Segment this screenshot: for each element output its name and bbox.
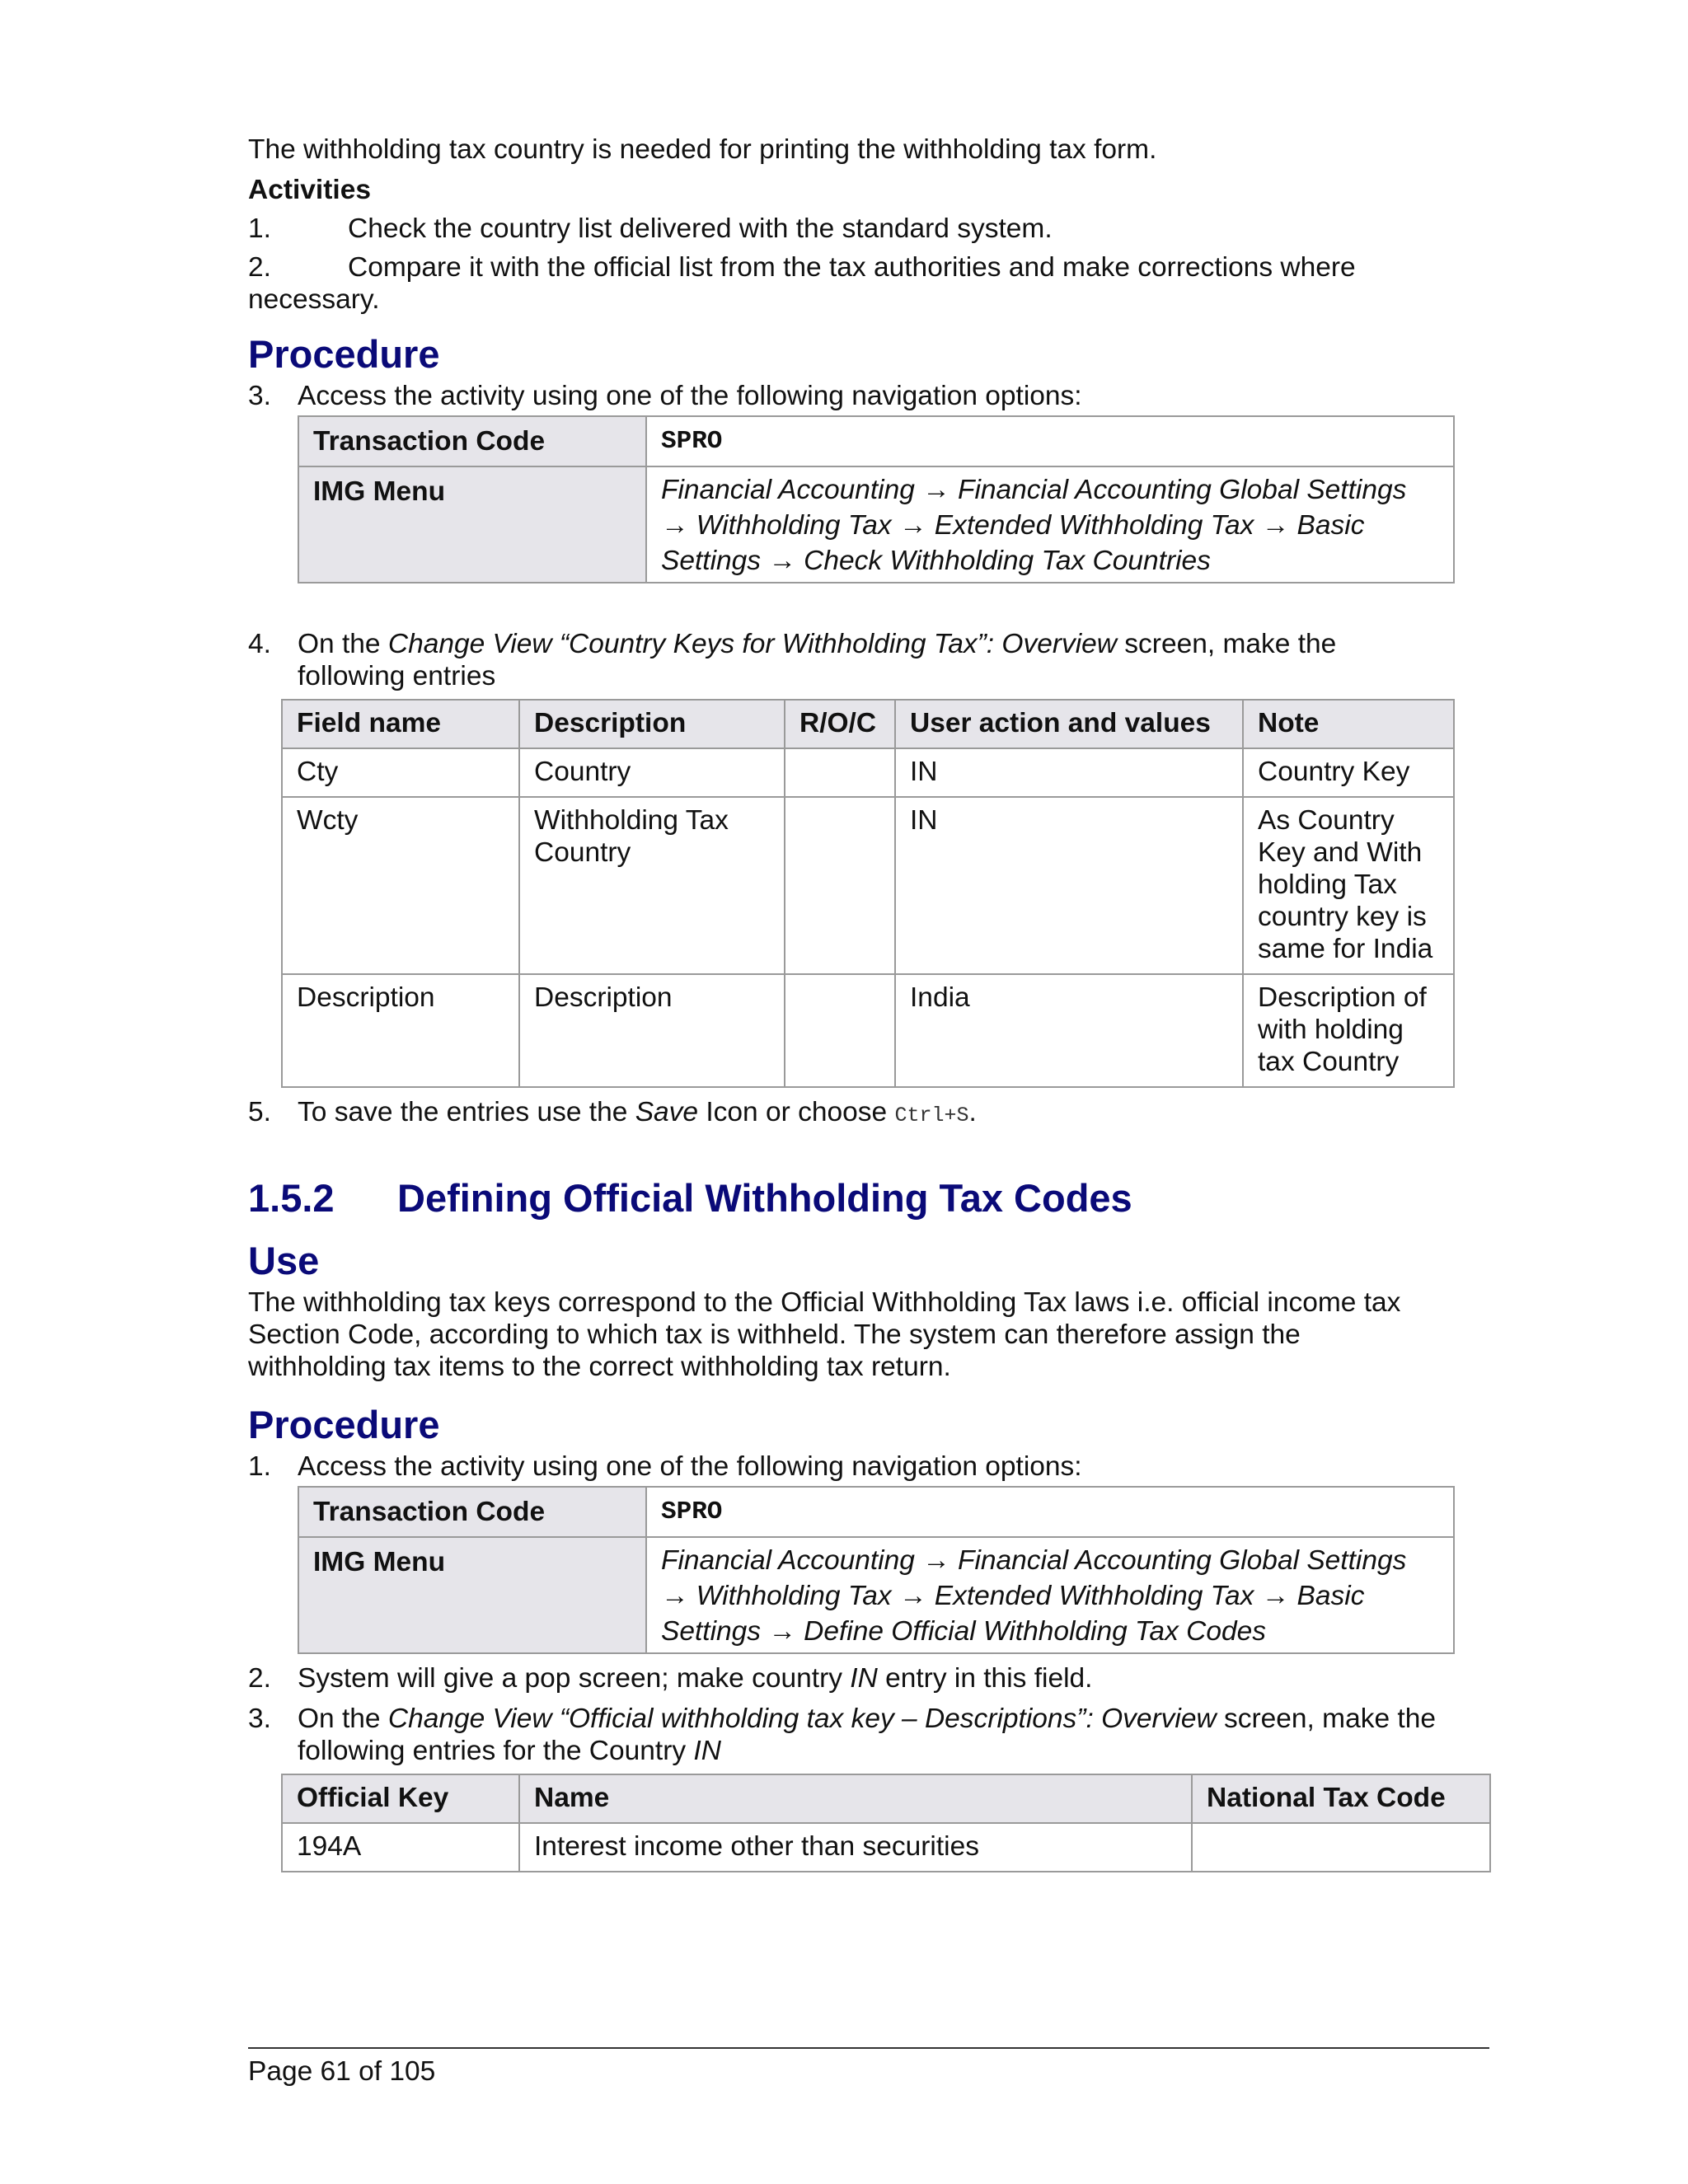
cell-value: IN [895, 797, 1243, 974]
step-text: System will give a pop screen; make country IN entry in this field. [298, 1663, 1093, 1694]
column-header: Field name [282, 700, 519, 748]
cell-value: India [895, 974, 1243, 1087]
table-row [298, 466, 1454, 583]
column-header: National Tax Code [1192, 1774, 1490, 1823]
cell-description: Description [519, 974, 785, 1087]
step-text: On the Change View “Official withholding tax key – Descriptions”: Overview screen, make the following entries for the Country IN [298, 1704, 1436, 1766]
section-number: 1.5.2 [248, 1176, 335, 1220]
entries-table [281, 699, 1455, 1088]
section-title: Defining Official Withholding Tax Codes [397, 1176, 1132, 1220]
cell-note: Country Key [1243, 748, 1454, 797]
use-heading: Use [248, 1239, 320, 1282]
activity-item [248, 251, 1491, 284]
column-header: Description [519, 700, 785, 748]
cell-roc [785, 748, 895, 797]
img-path-line: → Withholding Tax → Extended Withholding Tax → Basic [661, 1581, 1365, 1611]
activity-number: 1. [248, 213, 271, 244]
step-number: 4. [248, 629, 271, 659]
cell-roc [785, 974, 895, 1087]
table-row [298, 1487, 1454, 1537]
procedure-step [248, 1662, 1491, 1694]
img-menu-path [646, 1537, 1454, 1653]
cell-description: Country [519, 748, 785, 797]
step-number: 3. [248, 381, 271, 411]
step-text: Access the activity using one of the following navigation options: [298, 381, 1082, 411]
activities-heading: Activities [248, 175, 371, 205]
table-row [298, 416, 1454, 466]
official-codes-table [281, 1774, 1491, 1872]
img-menu-path [646, 466, 1454, 583]
table-row [282, 974, 1454, 1087]
transaction-code-value: SPRO [646, 416, 1454, 466]
cell-name: Interest income other than securities [519, 1823, 1192, 1872]
procedure-step [248, 1703, 1491, 1767]
procedure-step [248, 1451, 1491, 1483]
procedure-step [248, 1096, 1491, 1132]
procedure-step [248, 628, 1491, 692]
procedure-step [248, 380, 1491, 412]
intro-text: The withholding tax country is needed for printing the withholding tax form. [248, 134, 1157, 165]
img-menu-label: IMG Menu [298, 466, 646, 583]
table-row [298, 1537, 1454, 1653]
activity-text-continuation: necessary. [248, 284, 380, 315]
cell-description: Withholding Tax Country [519, 797, 785, 974]
cell-field-name: Cty [282, 748, 519, 797]
cell-note: Description of with holding tax Country [1243, 974, 1454, 1087]
column-header: User action and values [895, 700, 1243, 748]
navigation-options-table [298, 415, 1455, 583]
column-header: Name [519, 1774, 1192, 1823]
transaction-code-value: SPRO [646, 1487, 1454, 1537]
cell-field-name: Description [282, 974, 519, 1087]
img-path-line: → Withholding Tax → Extended Withholding Tax → Basic [661, 510, 1365, 541]
table-row [282, 748, 1454, 797]
use-paragraph: The withholding tax keys correspond to the Official Withholding Tax laws i.e. official income tax Section Code, according to which tax is withheld. The system can therefore assign the withholding tax items to the correct withholding tax return. [248, 1287, 1401, 1382]
table-row [282, 797, 1454, 974]
step-number: 3. [248, 1704, 271, 1734]
step-text: To save the entries use the Save Icon or choose Ctrl+S. [298, 1097, 977, 1127]
page-number: Page 61 of 105 [248, 2056, 436, 2087]
transaction-code-label: Transaction Code [298, 1487, 646, 1537]
img-menu-label: IMG Menu [298, 1537, 646, 1653]
table-row [282, 1823, 1490, 1872]
cell-national-tax-code [1192, 1823, 1490, 1872]
cell-value: IN [895, 748, 1243, 797]
navigation-options-table [298, 1486, 1455, 1654]
step-number: 5. [248, 1097, 271, 1127]
table-header-row [282, 700, 1454, 748]
step-text: On the Change View “Country Keys for Withholding Tax”: Overview screen, make the following entries [298, 629, 1337, 691]
step-number: 1. [248, 1451, 271, 1482]
step-number: 2. [248, 1663, 271, 1694]
column-header: Note [1243, 700, 1454, 748]
img-path-line: Settings → Check Withholding Tax Countries [661, 546, 1211, 576]
column-header: Official Key [282, 1774, 519, 1823]
cell-note: As Country Key and With holding Tax country key is same for India [1243, 797, 1454, 974]
cell-field-name: Wcty [282, 797, 519, 974]
column-header: R/O/C [785, 700, 895, 748]
activity-number: 2. [248, 252, 271, 283]
page-footer [248, 2047, 1489, 2088]
table-header-row [282, 1774, 1490, 1823]
section-heading [248, 1176, 1491, 1221]
step-text: Access the activity using one of the following navigation options: [298, 1451, 1082, 1482]
activity-text: Check the country list delivered with the standard system. [348, 213, 1053, 244]
img-path-line: Financial Accounting → Financial Accounting Global Settings [661, 475, 1407, 505]
img-path-line: Settings → Define Official Withholding Tax Codes [661, 1616, 1266, 1647]
activity-item [248, 213, 1491, 245]
activity-text: Compare it with the official list from the tax authorities and make corrections where [348, 252, 1356, 283]
transaction-code-label: Transaction Code [298, 416, 646, 466]
keyboard-shortcut: Ctrl+S [894, 1104, 969, 1127]
procedure-heading: Procedure [248, 332, 440, 376]
document-body [248, 134, 1491, 1872]
cell-official-key: 194A [282, 1823, 519, 1872]
procedure-heading: Procedure [248, 1403, 440, 1446]
img-path-line: Financial Accounting → Financial Accounting Global Settings [661, 1545, 1407, 1576]
cell-roc [785, 797, 895, 974]
